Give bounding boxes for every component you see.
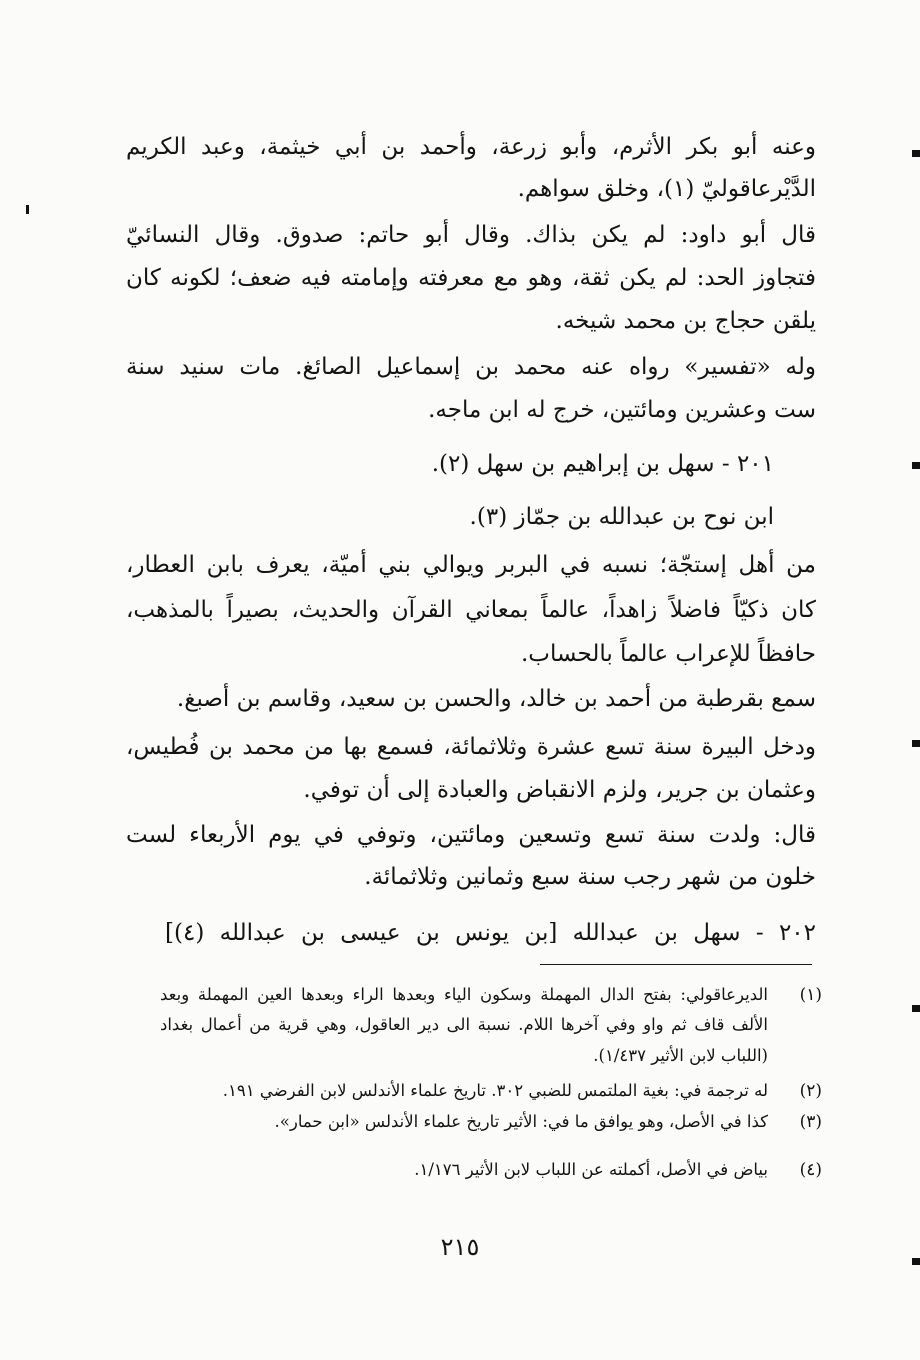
footnote-line: (اللباب لابن الأثير ١/٤٣٧). — [593, 1046, 768, 1065]
footnote-line: بياض في الأصل، أكملته عن اللباب لابن الأثير ١/١٧٦. — [414, 1160, 768, 1179]
page-number: ٢١٥ — [440, 1233, 480, 1261]
body-line: حافظاً للإعراب عالماً بالحساب. — [520, 641, 816, 667]
scan-margin-mark — [912, 1258, 920, 1265]
scan-margin-mark — [912, 1005, 920, 1012]
body-line: وعثمان بن جرير، ولزم الانقباض والعبادة إلى أن توفي. — [303, 777, 816, 803]
footnote-number: (٤) — [799, 1160, 822, 1180]
footnote-separator — [540, 964, 812, 965]
body-line: فتجاوز الحد: لم يكن ثقة، وهو مع معرفته وإمامته فيه ضعف؛ لكونه كان — [126, 265, 816, 291]
body-line: سمع بقرطبة من أحمد بن خالد، والحسن بن سعيد، وقاسم بن أصبغ. — [176, 686, 816, 712]
body-line: قال أبو داود: لم يكن بذاك. وقال أبو حاتم: صدوق. وقال النسائيّ — [126, 222, 816, 248]
footnote-line: الألف قاف ثم واو وفي آخرها اللام. نسبة الى دير العاقول، وهي قرية من أعمال بغداد — [160, 1015, 768, 1034]
footnote-line: كذا في الأصل، وهو يوافق ما في: الأثير تاريخ علماء الأندلس «ابن حمار». — [274, 1112, 768, 1131]
scan-margin-mark — [912, 150, 920, 157]
body-line: الدَّيْرعاقوليّ (١)، وخلق سواهم. — [517, 176, 816, 202]
footnote-number: (٢) — [799, 1081, 822, 1101]
body-line: ودخل البيرة سنة تسع عشرة وثلاثمائة، فسمع بها من محمد بن فُطيس، — [126, 734, 816, 760]
scan-margin-mark — [912, 740, 920, 747]
footnote-number: (١) — [799, 985, 822, 1005]
body-line: قال: ولدت سنة تسع وتسعين ومائتين، وتوفي في يوم الأربعاء لست — [126, 822, 816, 848]
body-line: وعنه أبو بكر الأثرم، وأبو زرعة، وأحمد بن أبي خيثمة، وعبد الكريم — [126, 134, 816, 160]
footnote-line: الديرعاقولي: بفتح الدال المهملة وسكون الياء وبعدها الراء وبعدها العين المهملة وبعد — [160, 985, 768, 1004]
body-line: يلقن حجاج بن محمد شيخه. — [555, 308, 816, 334]
footnote-number: (٣) — [799, 1112, 822, 1132]
entry-heading: ٢٠٢ - سهل بن عبدالله [بن يونس بن عيسى بن عبدالله (٤)] — [165, 920, 816, 946]
body-line: خلون من شهر رجب سنة سبع وثمانين وثلاثمائة. — [364, 864, 816, 890]
body-line: كان ذكيّاً فاضلاً زاهداً، عالماً بمعاني القرآن والحديث، بصيراً بالمذهب، — [126, 597, 816, 623]
body-line: من أهل إستجّة؛ نسبه في البربر ويوالي بني أميّة، يعرف بابن العطار، — [126, 552, 816, 578]
footnote-line: له ترجمة في: بغية الملتمس للضبي ٣٠٢. تاريخ علماء الأندلس لابن الفرضي ١٩١. — [222, 1081, 768, 1100]
entry-subheading: ابن نوح بن عبدالله بن جمّاز (٣). — [469, 504, 774, 530]
entry-heading: ٢٠١ - سهل بن إبراهيم بن سهل (٢). — [431, 451, 774, 477]
scan-margin-mark — [912, 462, 920, 469]
body-line: وله «تفسير» رواه عنه محمد بن إسماعيل الصائغ. مات سنيد سنة — [126, 354, 816, 380]
scan-margin-mark — [26, 205, 29, 214]
body-line: ست وعشرين ومائتين، خرج له ابن ماجه. — [428, 397, 816, 423]
